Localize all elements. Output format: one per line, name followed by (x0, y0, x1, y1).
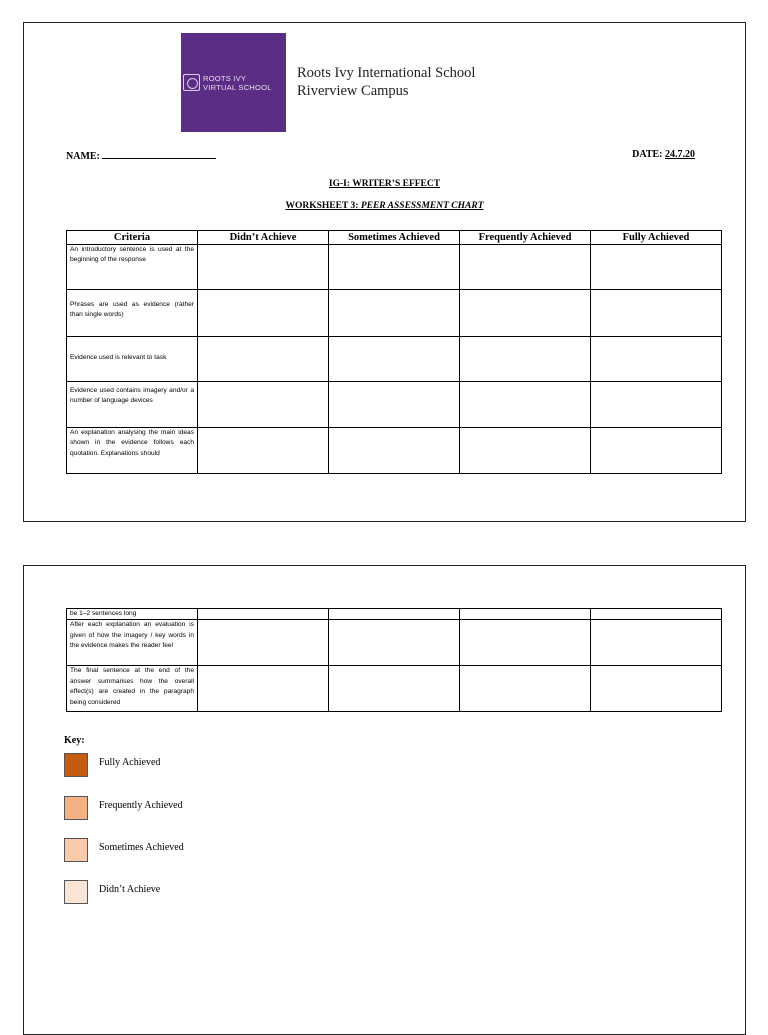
rating-cell[interactable] (198, 666, 329, 712)
rating-cell[interactable] (198, 428, 329, 474)
color-swatch (64, 796, 88, 820)
criteria-cell: An explanation analysing the main ideas shown in the evidence follows each quotation. Explanations should (67, 428, 198, 474)
key-label: Frequently Achieved (99, 800, 183, 811)
table-row (67, 428, 722, 474)
criteria-cell: An introductory sentence is used at the beginning of the response (67, 245, 198, 290)
school-header (297, 64, 475, 100)
rating-cell[interactable] (460, 290, 591, 337)
header-didnt-achieve: Didn’t Achieve (198, 231, 329, 245)
criteria-cell: Phrases are used as evidence (rather than single words) (67, 290, 198, 337)
table-header-row (67, 231, 722, 245)
table-row (67, 666, 722, 712)
rating-cell[interactable] (591, 382, 722, 428)
key-label: Fully Achieved (99, 757, 161, 768)
school-campus: Riverview Campus (297, 83, 409, 99)
color-swatch (64, 838, 88, 862)
name-label: NAME: (66, 151, 100, 162)
rating-cell[interactable] (591, 620, 722, 666)
rating-cell[interactable] (329, 620, 460, 666)
key-title: Key: (64, 735, 85, 746)
rating-cell[interactable] (198, 245, 329, 290)
rating-cell[interactable] (329, 382, 460, 428)
criteria-cell: be 1–2 sentences long (67, 609, 198, 620)
rating-cell[interactable] (198, 609, 329, 620)
date-field (632, 149, 695, 160)
worksheet-prefix: WORKSHEET 3: (285, 201, 361, 211)
rating-cell[interactable] (460, 428, 591, 474)
rating-cell[interactable] (460, 609, 591, 620)
table-row (67, 337, 722, 382)
rating-cell[interactable] (329, 290, 460, 337)
name-blank-line (102, 149, 216, 159)
key-label: Sometimes Achieved (99, 842, 184, 853)
table-row (67, 620, 722, 666)
rating-cell[interactable] (329, 428, 460, 474)
logo-text: ROOTS IVY VIRTUAL SCHOOL (203, 74, 272, 92)
worksheet-heading: IG-I: WRITER’S EFFECT (328, 179, 441, 189)
assessment-table-continued (66, 608, 722, 712)
rating-cell[interactable] (329, 609, 460, 620)
rating-cell[interactable] (460, 666, 591, 712)
header-fully-achieved: Fully Achieved (591, 231, 722, 245)
color-swatch (64, 880, 88, 904)
rating-cell[interactable] (591, 337, 722, 382)
worksheet-subheading (24, 201, 745, 211)
header-frequently-achieved: Frequently Achieved (460, 231, 591, 245)
date-value: 24.7.20 (665, 149, 695, 160)
criteria-cell: After each explanation an evaluation is given of how the imagery / key words in the evidence makes the reader feel (67, 620, 198, 666)
document-page-1 (23, 22, 746, 522)
rating-cell[interactable] (329, 337, 460, 382)
criteria-cell: Evidence used contains imagery and/or a number of language devices (67, 382, 198, 428)
header-criteria: Criteria (67, 231, 198, 245)
table-row (67, 609, 722, 620)
rating-cell[interactable] (198, 382, 329, 428)
rating-cell[interactable] (198, 337, 329, 382)
table-row (67, 245, 722, 290)
rating-cell[interactable] (591, 428, 722, 474)
rating-cell[interactable] (329, 245, 460, 290)
color-swatch (64, 753, 88, 777)
school-name: Roots Ivy International School (297, 65, 476, 81)
school-logo (181, 33, 286, 132)
logo-emblem-icon (183, 74, 200, 91)
rating-cell[interactable] (329, 666, 460, 712)
assessment-table (66, 230, 722, 474)
rating-cell[interactable] (460, 337, 591, 382)
rating-cell[interactable] (591, 609, 722, 620)
rating-cell[interactable] (460, 382, 591, 428)
table-row (67, 382, 722, 428)
date-label: DATE: (632, 149, 663, 160)
criteria-cell: Evidence used is relevant to task (67, 337, 198, 382)
header-sometimes-achieved: Sometimes Achieved (329, 231, 460, 245)
worksheet-title: PEER ASSESSMENT CHART (360, 201, 484, 211)
rating-cell[interactable] (591, 245, 722, 290)
table-row (67, 290, 722, 337)
rating-cell[interactable] (591, 290, 722, 337)
criteria-cell: The final sentence at the end of the answer summarises how the overall effect(s) are created in the paragraph being considered (67, 666, 198, 712)
rating-cell[interactable] (198, 620, 329, 666)
rating-cell[interactable] (460, 620, 591, 666)
rating-cell[interactable] (198, 290, 329, 337)
name-field (66, 149, 216, 162)
key-label: Didn’t Achieve (99, 884, 161, 895)
rating-cell[interactable] (460, 245, 591, 290)
document-page-2 (23, 565, 746, 1035)
rating-cell[interactable] (591, 666, 722, 712)
